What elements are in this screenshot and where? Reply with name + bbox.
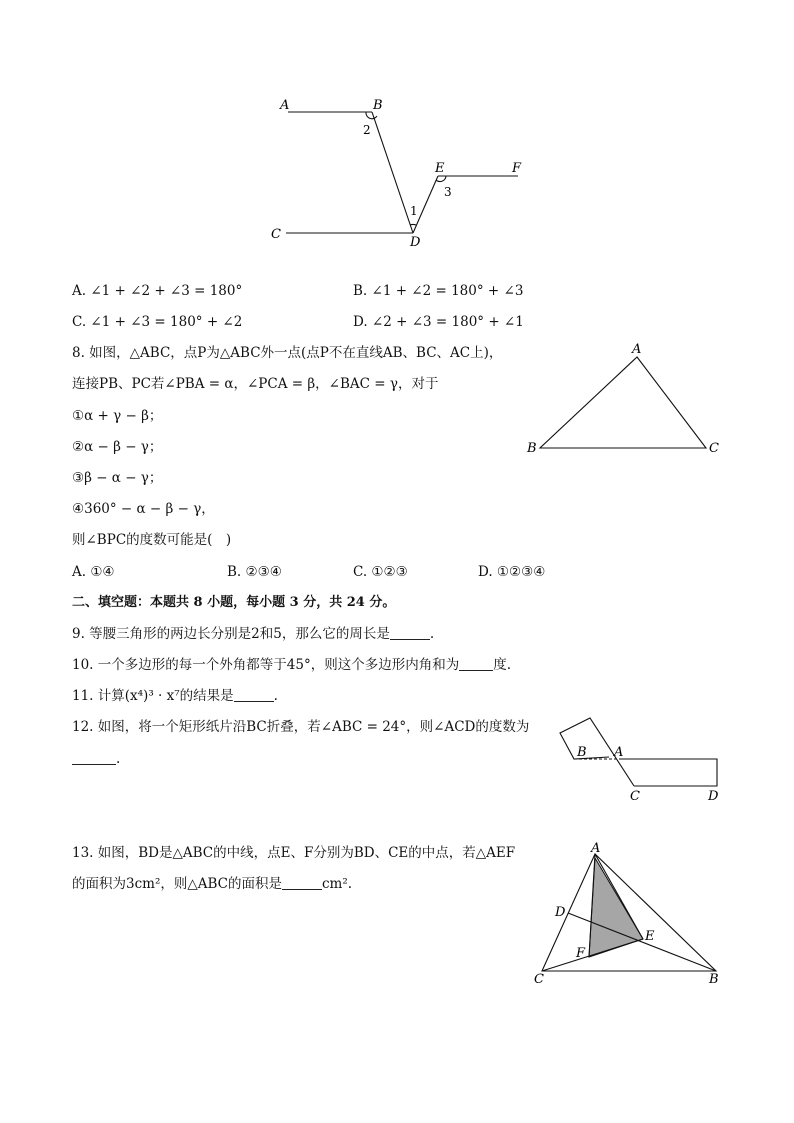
q10-unit: 度. — [493, 657, 511, 673]
q10-answer-blank[interactable] — [459, 656, 493, 671]
q10-stem — [72, 656, 511, 674]
q11-stem — [72, 687, 278, 705]
q9-text: 9. 等腰三角形的两边长分别是2和5，那么它的周长是 — [72, 626, 390, 642]
section-2-heading: 二、填空题：本题共 8 小题，每小题 3 分，共 24 分。 — [72, 595, 396, 610]
q7-option-c[interactable]: C. ∠1 + ∠3 = 180° + ∠2 — [72, 314, 243, 330]
q7-option-b[interactable]: B. ∠1 + ∠2 = 180° + ∠3 — [353, 283, 524, 299]
q8-item-2: ②α − β − γ； — [72, 439, 163, 455]
angle-label-3: 3 — [444, 185, 452, 199]
q9-period: . — [429, 626, 435, 642]
q8-option-c[interactable]: C. ①②③ — [353, 564, 408, 580]
q12-answer-blank[interactable] — [72, 750, 116, 765]
label-C: C — [271, 227, 281, 242]
q13-unit: cm². — [322, 876, 353, 892]
q8-stem-line2: 连接PB、PC若∠PBA = α，∠PCA = β，∠BAC = γ，对于 — [72, 376, 439, 392]
q13-label-B: B — [709, 972, 719, 987]
label-B: B — [373, 98, 383, 113]
q13-text: 的面积为3cm²，则△ABC的面积是 — [72, 876, 282, 892]
triangle-ABC — [542, 854, 716, 971]
q8-label-C: C — [709, 441, 719, 456]
q9-stem — [72, 625, 434, 643]
q13-label-A: A — [591, 841, 601, 856]
q11-text: 11. 计算(x⁴)³ · x⁷的结果是 — [72, 688, 234, 704]
q8-label-B: B — [527, 441, 537, 456]
q10-text: 10. 一个多边形的每一个外角都等于45°，则这个多边形内角和为 — [72, 657, 460, 673]
q13-label-F: F — [576, 946, 586, 961]
q13-stem-line1: 13. 如图，BD是△ABC的中线，点E、F分别为BD、CE的中点，若△AEF — [72, 845, 516, 861]
angle-label-1: 1 — [410, 204, 418, 218]
q12-stem-line2 — [72, 750, 120, 768]
triangle-ABC — [540, 357, 706, 448]
q12-label-B: B — [577, 745, 587, 760]
q13-label-E: E — [645, 929, 655, 944]
shaded-triangle-AEF — [589, 858, 643, 957]
q8-item-4: ④360° − α − β − γ， — [72, 501, 215, 517]
q13-label-D: D — [555, 905, 566, 920]
q11-period: . — [273, 688, 278, 704]
q7-option-a[interactable]: A. ∠1 + ∠2 + ∠3 = 180° — [72, 283, 243, 299]
q13-stem-line2 — [72, 875, 352, 893]
segment-BD — [372, 112, 413, 233]
label-D: D — [410, 235, 421, 250]
q13-answer-blank[interactable] — [282, 875, 322, 890]
q12-label-C: C — [630, 789, 640, 804]
figure-q7 — [260, 92, 540, 252]
q8-item-1: ①α + γ − β； — [72, 408, 163, 424]
q8-option-a[interactable]: A. ①④ — [72, 564, 115, 580]
q12-period: . — [116, 751, 121, 767]
angle-2-arc — [366, 112, 377, 119]
q8-stem-line1: 8. 如图，△ABC，点P为△ABC外一点(点P不在直线AB、BC、AC上)， — [72, 345, 503, 361]
q8-option-d[interactable]: D. ①②③④ — [478, 564, 546, 580]
rectangle-strip — [622, 759, 717, 786]
q12-stem-line1: 12. 如图，将一个矩形纸片沿BC折叠，若∠ABC = 24°，则∠ACD的度数为 — [72, 719, 530, 735]
q12-label-D: D — [708, 789, 719, 804]
q13-label-C: C — [534, 972, 544, 987]
label-F: F — [512, 161, 522, 176]
q12-label-A: A — [614, 745, 624, 760]
q9-answer-blank[interactable] — [390, 625, 430, 640]
q7-option-d[interactable]: D. ∠2 + ∠3 = 180° + ∠1 — [353, 314, 524, 330]
q8-option-b[interactable]: B. ②③④ — [227, 564, 282, 580]
q8-item-3: ③β − α − γ； — [72, 470, 163, 486]
angle-1-arc — [410, 224, 416, 225]
figure-q13-triangle-medians — [528, 840, 728, 990]
angle-label-2: 2 — [363, 123, 371, 137]
label-E: E — [435, 161, 445, 176]
figure-q12-folded-rectangle — [550, 712, 730, 807]
q8-question: 则∠BPC的度数可能是( ) — [72, 532, 232, 548]
q8-label-A: A — [632, 342, 642, 357]
figure-q8-triangle — [522, 340, 727, 460]
q11-answer-blank[interactable] — [234, 687, 274, 702]
label-A: A — [280, 98, 290, 113]
